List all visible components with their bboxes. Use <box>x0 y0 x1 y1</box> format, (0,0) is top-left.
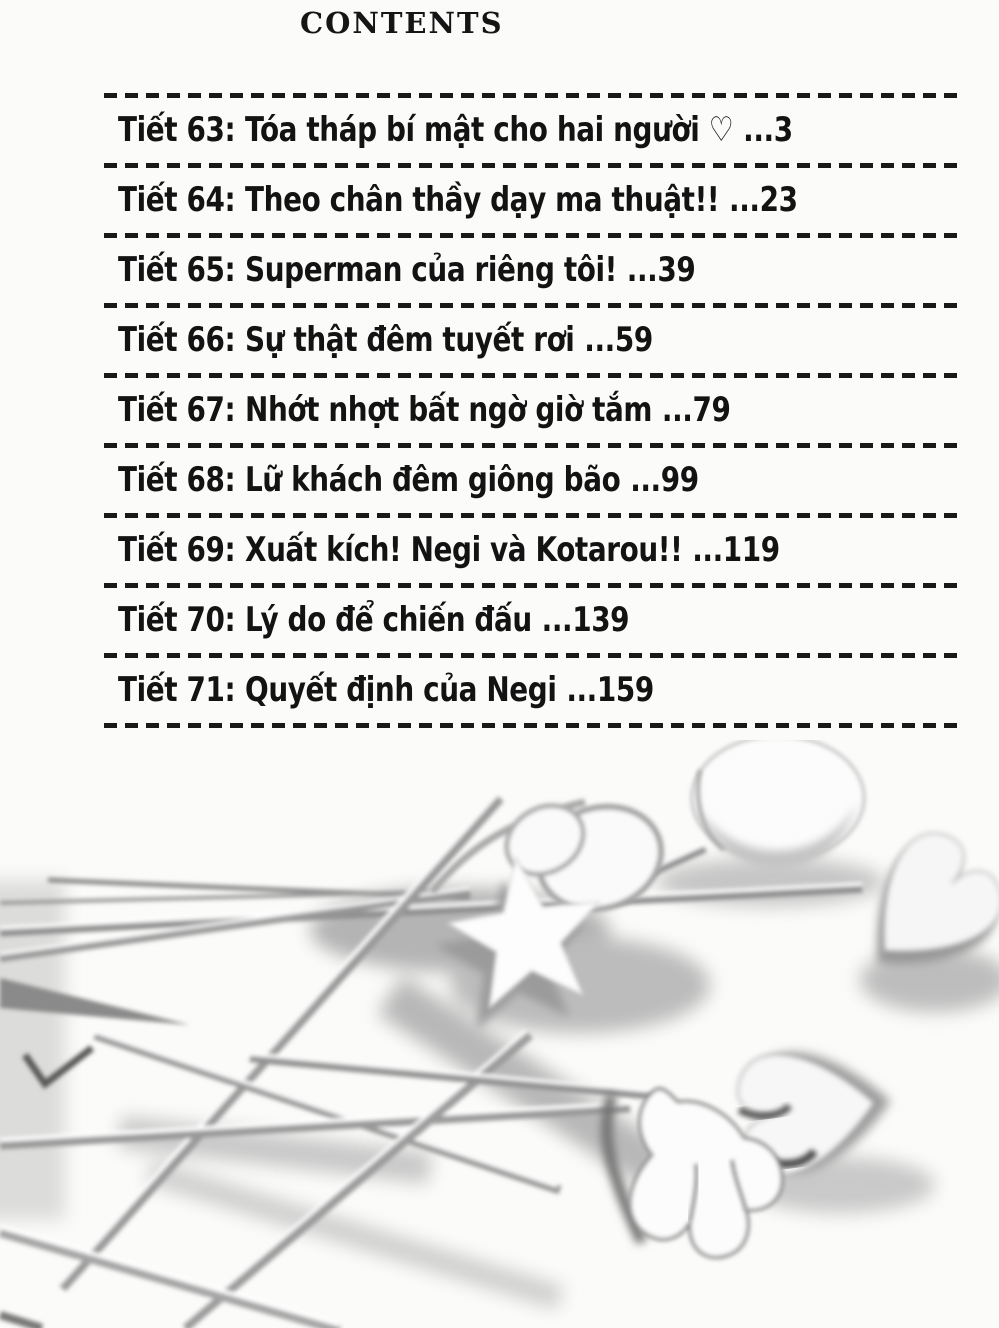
orb-wand-icon <box>692 740 864 870</box>
chapter-title: Sự thật đêm tuyết rơi <box>245 320 575 360</box>
toc-entry-text <box>118 530 780 570</box>
chapter-page: ...3 <box>743 110 793 150</box>
chapter-label: Tiết 71: <box>118 670 236 710</box>
chapter-page: ...99 <box>630 460 699 500</box>
chapter-title: Nhớt nhợt bất ngờ giờ tắm <box>245 390 653 430</box>
chapter-title: Superman của riêng tôi! <box>245 250 617 290</box>
toc-entry <box>104 515 964 585</box>
chapter-page: ...79 <box>661 390 731 430</box>
toc-entry-text <box>118 110 793 150</box>
chapter-title: Quyết định của Negi <box>245 670 557 710</box>
chapter-title: Lý do để chiến đấu <box>245 600 532 640</box>
toc-entry <box>104 375 964 445</box>
chapter-label: Tiết 69: <box>118 530 236 570</box>
toc-entry-text <box>118 250 695 290</box>
chapter-label: Tiết 68: <box>118 460 236 500</box>
toc-entry <box>104 165 964 235</box>
toc-list <box>104 95 964 730</box>
toc-entry-text <box>118 180 798 220</box>
chapter-title: Tóa tháp bí mật cho hai người ♡ <box>245 110 734 150</box>
toc-entry <box>104 305 964 375</box>
toc-entry <box>104 95 964 165</box>
toc-entry-text <box>118 460 699 500</box>
dashed-divider <box>104 723 964 728</box>
chapter-label: Tiết 64: <box>118 180 236 220</box>
toc-entry <box>104 235 964 305</box>
chapter-label: Tiết 70: <box>118 600 236 640</box>
chapter-title: Theo chân thầy dạy ma thuật!! <box>245 180 720 220</box>
toc-entry-text <box>118 600 629 640</box>
wand-illustration <box>0 740 999 1328</box>
chapter-label: Tiết 67: <box>118 390 236 430</box>
chapter-label: Tiết 66: <box>118 320 236 360</box>
chapter-title: Lữ khách đêm giông bão <box>245 460 621 500</box>
toc-entry-text <box>118 390 730 430</box>
chapter-label: Tiết 63: <box>118 110 236 150</box>
toc-entry <box>104 445 964 515</box>
toc-entry-text <box>118 670 654 710</box>
toc-entry <box>104 585 964 655</box>
chapter-page: ...23 <box>729 180 798 220</box>
toc-entry-text <box>118 320 653 360</box>
chapter-page: ...159 <box>566 670 654 710</box>
chapter-page: ...39 <box>626 250 696 290</box>
chapter-page: ...59 <box>584 320 653 360</box>
chapter-page: ...139 <box>541 600 630 640</box>
toc-entry <box>104 655 964 725</box>
page-title: CONTENTS <box>300 6 504 40</box>
chapter-page: ...119 <box>692 530 780 570</box>
chapter-title: Xuất kích! Negi và Kotarou!! <box>245 530 683 570</box>
chapter-label: Tiết 65: <box>118 250 236 290</box>
